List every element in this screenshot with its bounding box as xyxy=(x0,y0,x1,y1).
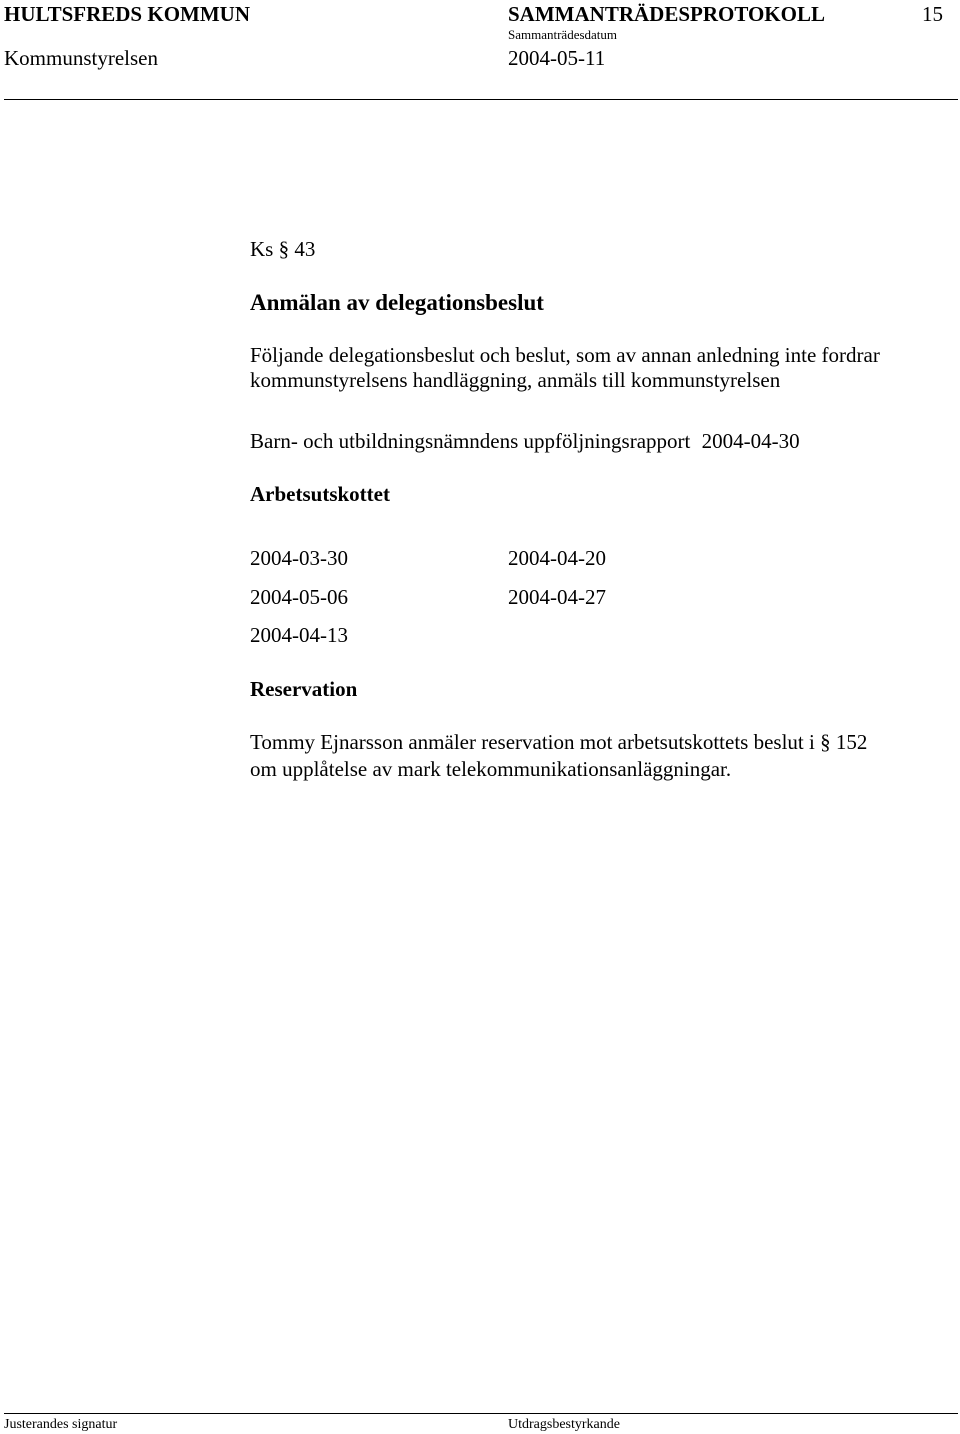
meeting-date: 2004-05-11 xyxy=(508,46,606,70)
reservation-paragraph xyxy=(250,729,950,783)
reservation-line: Tommy Ejnarsson anmäler reservation mot arbetsutskottets beslut i § 152 xyxy=(250,730,868,754)
committee-date: 2004-03-30 xyxy=(250,546,348,570)
committee-date: 2004-05-06 xyxy=(250,585,348,609)
reservation-heading: Reservation xyxy=(250,677,358,701)
intro-line: kommunstyrelsens handläggning, anmäls till kommunstyrelsen xyxy=(250,368,781,392)
body-name: Kommunstyrelsen xyxy=(4,46,158,70)
intro-paragraph xyxy=(250,342,950,394)
document-type: SAMMANTRÄDESPROTOKOLL xyxy=(508,2,825,26)
committee-date: 2004-04-13 xyxy=(250,623,348,647)
paragraph-reference: Ks § 43 xyxy=(250,237,316,261)
meeting-date-label: Sammanträdesdatum xyxy=(508,27,618,42)
section-title: Anmälan av delegationsbeslut xyxy=(250,290,544,315)
committee-date: 2004-04-20 xyxy=(508,546,606,570)
intro-line: Följande delegationsbeslut och beslut, som av annan anledning inte fordrar xyxy=(250,343,880,367)
committee-date: 2004-04-27 xyxy=(508,585,606,609)
header-divider xyxy=(4,99,958,100)
report-text: Barn- och utbildningsnämndens uppföljningsrapport xyxy=(250,429,691,453)
signature-label: Justerandes signatur xyxy=(4,1417,118,1432)
report-date: 2004-04-30 xyxy=(701,429,800,453)
report-line xyxy=(250,428,800,455)
committee-heading: Arbetsutskottet xyxy=(250,482,390,506)
reservation-line: om upplåtelse av mark telekommunikationsanläggningar. xyxy=(250,757,732,781)
organization-name: HULTSFREDS KOMMUN xyxy=(4,2,251,26)
certification-label: Utdragsbestyrkande xyxy=(508,1417,620,1432)
page-number: 15 xyxy=(922,2,943,26)
footer-divider xyxy=(4,1413,958,1414)
